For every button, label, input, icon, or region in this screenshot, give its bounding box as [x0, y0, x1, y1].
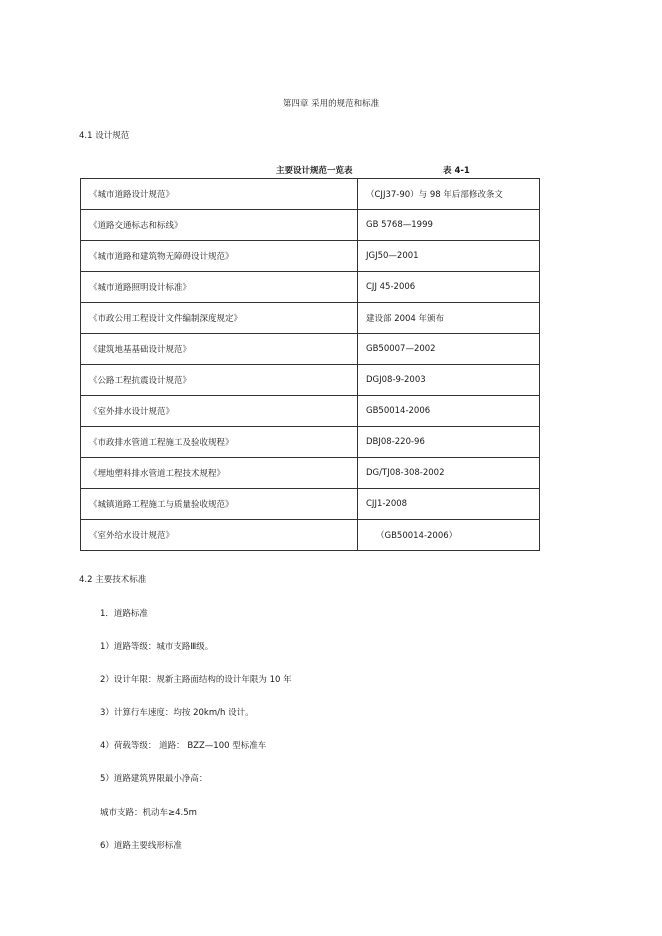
code-name-cell: 《道路交通标志和标线》 [81, 210, 358, 241]
table-row [81, 303, 540, 334]
code-number-cell: 建设部 2004 年颁布 [358, 303, 540, 334]
table-row [81, 520, 540, 551]
table-row [81, 241, 540, 272]
standard-item-road-grade: 1）道路等级：城市支路Ⅲ级。 [100, 642, 214, 652]
code-number-cell: GB 5768—1999 [358, 210, 540, 241]
road-standard-heading: 1．道路标准 [100, 609, 148, 619]
standard-item-design-life: 2）设计年限：规新主路面结构的设计年限为 10 年 [100, 675, 292, 685]
table-row [81, 458, 540, 489]
table-caption-number: 表 4-1 [443, 166, 470, 176]
code-name-cell: 《建筑地基基础设计规范》 [81, 334, 358, 365]
table-row [81, 427, 540, 458]
section-heading-design-codes: 4.1 设计规范 [79, 131, 130, 141]
standard-item-alignment: 6）道路主要线形标准 [100, 841, 182, 851]
code-number-cell: （CJJ37-90）与 98 年后部修改条文 [358, 179, 540, 210]
table-row [81, 365, 540, 396]
table-row [81, 396, 540, 427]
table-row [81, 210, 540, 241]
code-number-cell: （GB50014-2006） [358, 520, 540, 551]
standard-item-clearance: 5）道路建筑界限最小净高： [100, 774, 208, 784]
code-name-cell: 《公路工程抗震设计规范》 [81, 365, 358, 396]
code-name-cell: 《城市道路照明设计标准》 [81, 272, 358, 303]
table-row [81, 334, 540, 365]
code-number-cell: GB50014-2006 [358, 396, 540, 427]
code-name-cell: 《埋地塑料排水管道工程技术规程》 [81, 458, 358, 489]
code-number-cell: DGJ08-9-2003 [358, 365, 540, 396]
table-row [81, 179, 540, 210]
code-name-cell: 《市政排水管道工程施工及验收规程》 [81, 427, 358, 458]
code-number-cell: GB50007—2002 [358, 334, 540, 365]
code-number-cell: CJJ1-2008 [358, 489, 540, 520]
code-number-cell: DBJ08-220-96 [358, 427, 540, 458]
clearance-value: 城市支路：机动车≥4.5m [100, 808, 197, 818]
table-caption-title: 主要设计规范一览表 [276, 166, 353, 176]
code-number-cell: DG/TJ08-308-2002 [358, 458, 540, 489]
table-row [81, 272, 540, 303]
code-name-cell: 《城镇道路工程施工与质量验收规范》 [81, 489, 358, 520]
code-name-cell: 《室外排水设计规范》 [81, 396, 358, 427]
code-name-cell: 《市政公用工程设计文件编制深度规定》 [81, 303, 358, 334]
section-heading-tech-standards: 4.2 主要技术标准 [79, 575, 147, 585]
code-number-cell: CJJ 45-2006 [358, 272, 540, 303]
code-name-cell: 《室外给水设计规范》 [81, 520, 358, 551]
chapter-title: 第四章 采用的规范和标准 [282, 99, 380, 109]
table-row [81, 489, 540, 520]
standard-item-design-speed: 3）计算行车速度：均按 20km/h 设计。 [100, 708, 254, 718]
standard-item-load-grade: 4）荷载等级： 道路： BZZ—100 型标准车 [100, 741, 267, 751]
code-number-cell: JGJ50—2001 [358, 241, 540, 272]
design-codes-table [80, 178, 540, 551]
code-name-cell: 《城市道路设计规范》 [81, 179, 358, 210]
code-name-cell: 《城市道路和建筑物无障碍设计规范》 [81, 241, 358, 272]
